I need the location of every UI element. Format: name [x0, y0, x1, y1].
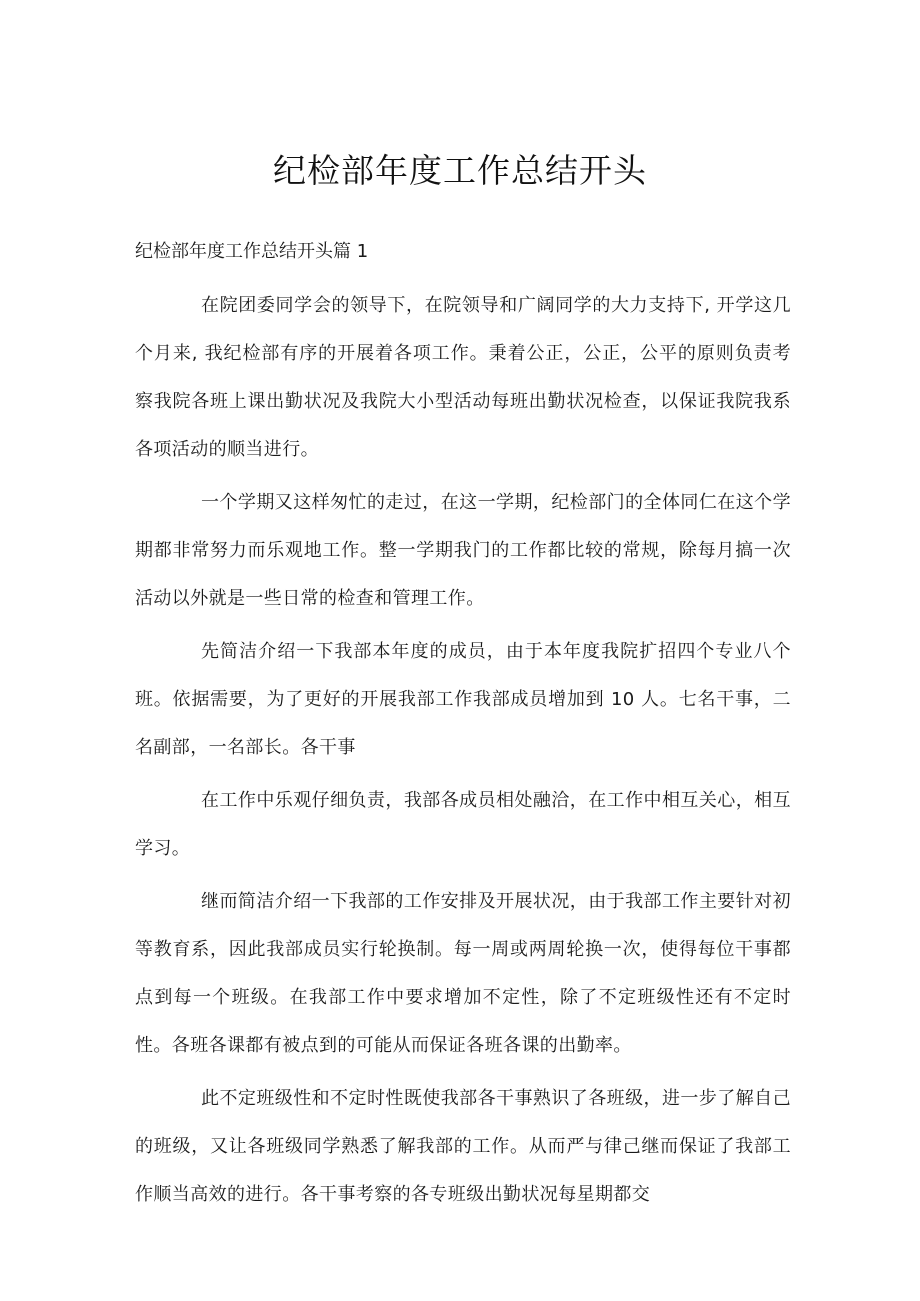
paragraph: 继而简洁介绍一下我部的工作安排及开展状况，由于我部工作主要针对初等教育系，因此我部成员实行轮换制。每一周或两周轮换一次，使得每位干事都点到每一个班级。在我部工作中要求增加不定性，除了不定班级性还有不定时性。各班各课都有被点到的可能从而保证各班各课的出勤率。: [135, 891, 791, 1056]
section-heading: 纪检部年度工作总结开头篇 1: [135, 241, 369, 262]
paragraph: 在工作中乐观仔细负责，我部各成员相处融洽，在工作中相互关心，相互学习。: [135, 790, 791, 859]
document-body: [135, 282, 791, 1224]
paragraph: 一个学期又这样匆忙的走过，在这一学期，纪检部门的全体同仁在这个学期都非常努力而乐观地工作。整一学期我门的工作都比较的常规，除每月搞一次活动以外就是一些日常的检查和管理工作。: [135, 492, 791, 609]
paragraph: 在院团委同学会的领导下，在院领导和广阔同学的大力支持下, 开学这几个月来, 我纪检部有序的开展着各项工作。秉着公正，公正，公平的原则负责考察我院各班上课出勤状况及我院大小型活动每班出勤状况检查，以保证我院我系各项活动的顺当进行。: [135, 295, 791, 460]
paragraph: 此不定班级性和不定时性既使我部各干事熟识了各班级，进一步了解自己的班级，又让各班级同学熟悉了解我部的工作。从而严与律己继而保证了我部工作顺当高效的进行。各干事考察的各专班级出勤状况每星期都交: [135, 1088, 791, 1205]
paragraph: 先简洁介绍一下我部本年度的成员，由于本年度我院扩招四个专业八个班。依据需要，为了更好的开展我部工作我部成员增加到 10 人。七名干事，二名副部，一名部长。各干事: [135, 641, 791, 758]
document-title: 纪检部年度工作总结开头: [273, 151, 647, 190]
